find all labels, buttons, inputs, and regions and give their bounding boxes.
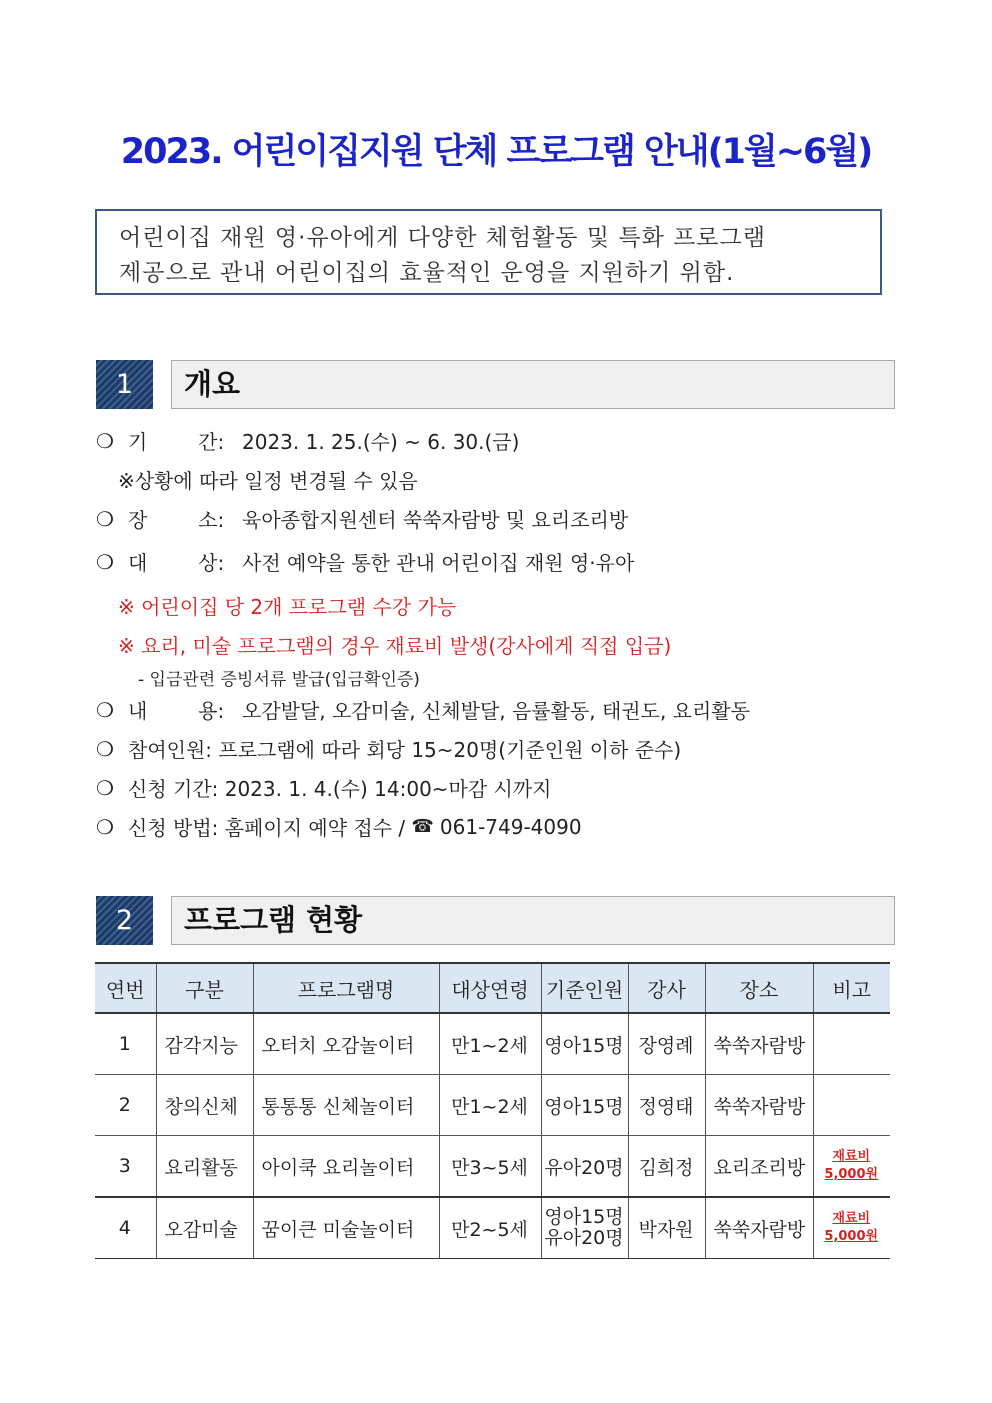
content-row <box>96 695 750 724</box>
cell-capacity <box>541 1136 628 1198</box>
cell-instructor: 정영태 <box>628 1075 705 1136</box>
fee-amount: 5,000원 <box>824 1167 879 1182</box>
header-program: 프로그램명 <box>253 963 439 1013</box>
header-age: 대상연령 <box>439 963 541 1013</box>
bullet-icon: ❍ <box>96 697 114 722</box>
cell-no: 4 <box>95 1197 156 1259</box>
target-value: 사전 예약을 통한 관내 어린이집 재원 영·유아 <box>242 551 635 575</box>
capacity-line: 영아15명 <box>544 1095 624 1118</box>
cell-program: 꿈이큰 미술놀이터 <box>253 1197 439 1259</box>
cell-category: 감각지능 <box>156 1013 253 1075</box>
phone-icon: ☎ <box>411 816 434 837</box>
red-note-1: ※ 어린이집 당 2개 프로그램 수강 가능 <box>118 595 457 619</box>
bullet-icon: ❍ <box>96 428 114 453</box>
capacity-line: 영아15명 <box>544 1034 624 1057</box>
header-category: 구분 <box>156 963 253 1013</box>
bullet-icon: ❍ <box>96 814 114 839</box>
target-row <box>96 547 634 576</box>
cell-note <box>813 1197 890 1259</box>
cell-category: 오감미술 <box>156 1197 253 1259</box>
cell-program: 오터치 오감놀이터 <box>253 1013 439 1075</box>
program-table <box>95 962 890 1259</box>
cell-place: 쑥쑥자람방 <box>705 1197 813 1259</box>
cell-program: 아이쿡 요리놀이터 <box>253 1136 439 1198</box>
cell-note <box>813 1136 890 1198</box>
capacity-line: 유아20명 <box>544 1156 624 1179</box>
content-label: 내 용: <box>128 699 225 723</box>
capacity-line-1: 영아15명 <box>544 1206 624 1228</box>
place-value: 육아종합지원센터 쑥쑥자람방 및 요리조리방 <box>242 508 629 532</box>
place-row <box>96 504 628 533</box>
apply-period-row <box>96 773 552 802</box>
apply-method-text: 신청 방법: 홈페이지 예약 접수 / <box>128 816 412 840</box>
header-place: 장소 <box>705 963 813 1013</box>
period-value: 2023. 1. 25.(수) ~ 6. 30.(금) <box>242 430 520 454</box>
table-row <box>95 1075 890 1136</box>
period-note: ※상황에 따라 일정 변경될 수 있음 <box>118 469 418 493</box>
bullet-icon: ❍ <box>96 549 114 574</box>
cell-age: 만3~5세 <box>439 1136 541 1198</box>
sub-note: - 입금관련 증빙서류 발급(입금확인증) <box>138 670 420 690</box>
purpose-box <box>95 209 882 295</box>
bullet-icon: ❍ <box>96 775 114 800</box>
cell-place: 쑥쑥자람방 <box>705 1075 813 1136</box>
fee-label: 재료비 <box>832 1149 871 1164</box>
section-1-number: 1 <box>96 360 153 409</box>
section-1-heading: 개요 <box>171 360 895 409</box>
cell-place: 요리조리방 <box>705 1136 813 1198</box>
purpose-line-1: 어린이집 재원 영·유아에게 다양한 체험활동 및 특화 프로그램 <box>119 225 766 251</box>
content-value: 오감발달, 오감미술, 신체발달, 음률활동, 태권도, 요리활동 <box>242 699 750 723</box>
header-note: 비고 <box>813 963 890 1013</box>
section-2-heading: 프로그램 현황 <box>171 896 895 945</box>
period-row <box>96 426 519 455</box>
cell-capacity <box>541 1013 628 1075</box>
cell-instructor: 박자원 <box>628 1197 705 1259</box>
table-row <box>95 1136 890 1198</box>
apply-period-text: 신청 기간: 2023. 1. 4.(수) 14:00~마감 시까지 <box>128 777 552 801</box>
header-instructor: 강사 <box>628 963 705 1013</box>
cell-instructor: 김희정 <box>628 1136 705 1198</box>
table-header-row <box>95 963 890 1013</box>
cell-age: 만1~2세 <box>439 1013 541 1075</box>
cell-age: 만2~5세 <box>439 1197 541 1259</box>
bullet-icon: ❍ <box>96 506 114 531</box>
phone-number: 061-749-4090 <box>439 814 582 839</box>
cell-place: 쑥쑥자람방 <box>705 1013 813 1075</box>
red-note-2: ※ 요리, 미술 프로그램의 경우 재료비 발생(강사에게 직접 입금) <box>118 634 672 658</box>
participants-text: 참여인원: 프로그램에 따라 회당 15~20명(기준인원 이하 준수) <box>128 738 682 762</box>
table-row <box>95 1197 890 1259</box>
cell-no: 3 <box>95 1136 156 1198</box>
fee-amount: 5,000원 <box>824 1229 879 1244</box>
table-row <box>95 1013 890 1075</box>
cell-no: 1 <box>95 1013 156 1075</box>
purpose-line-2: 제공으로 관내 어린이집의 효율적인 운영을 지원하기 위함. <box>119 260 735 286</box>
header-no: 연번 <box>95 963 156 1013</box>
target-label: 대 상: <box>128 551 225 575</box>
place-label: 장 소: <box>128 508 225 532</box>
fee-label: 재료비 <box>832 1211 871 1226</box>
cell-note <box>813 1013 890 1075</box>
cell-category: 요리활동 <box>156 1136 253 1198</box>
page-title: 2023. 어린이집지원 단체 프로그램 안내(1월~6월) <box>120 132 872 172</box>
cell-capacity <box>541 1075 628 1136</box>
bullet-icon: ❍ <box>96 736 114 761</box>
participants-row <box>96 734 681 763</box>
period-label: 기 간: <box>128 430 225 454</box>
cell-age: 만1~2세 <box>439 1075 541 1136</box>
header-capacity: 기준인원 <box>541 963 628 1013</box>
cell-instructor: 장영례 <box>628 1013 705 1075</box>
capacity-line-2: 유아20명 <box>544 1227 624 1249</box>
cell-capacity <box>541 1197 628 1259</box>
cell-note <box>813 1075 890 1136</box>
apply-method-row <box>96 812 582 841</box>
cell-no: 2 <box>95 1075 156 1136</box>
cell-category: 창의신체 <box>156 1075 253 1136</box>
section-2-number: 2 <box>96 896 153 945</box>
cell-program: 통통통 신체놀이터 <box>253 1075 439 1136</box>
